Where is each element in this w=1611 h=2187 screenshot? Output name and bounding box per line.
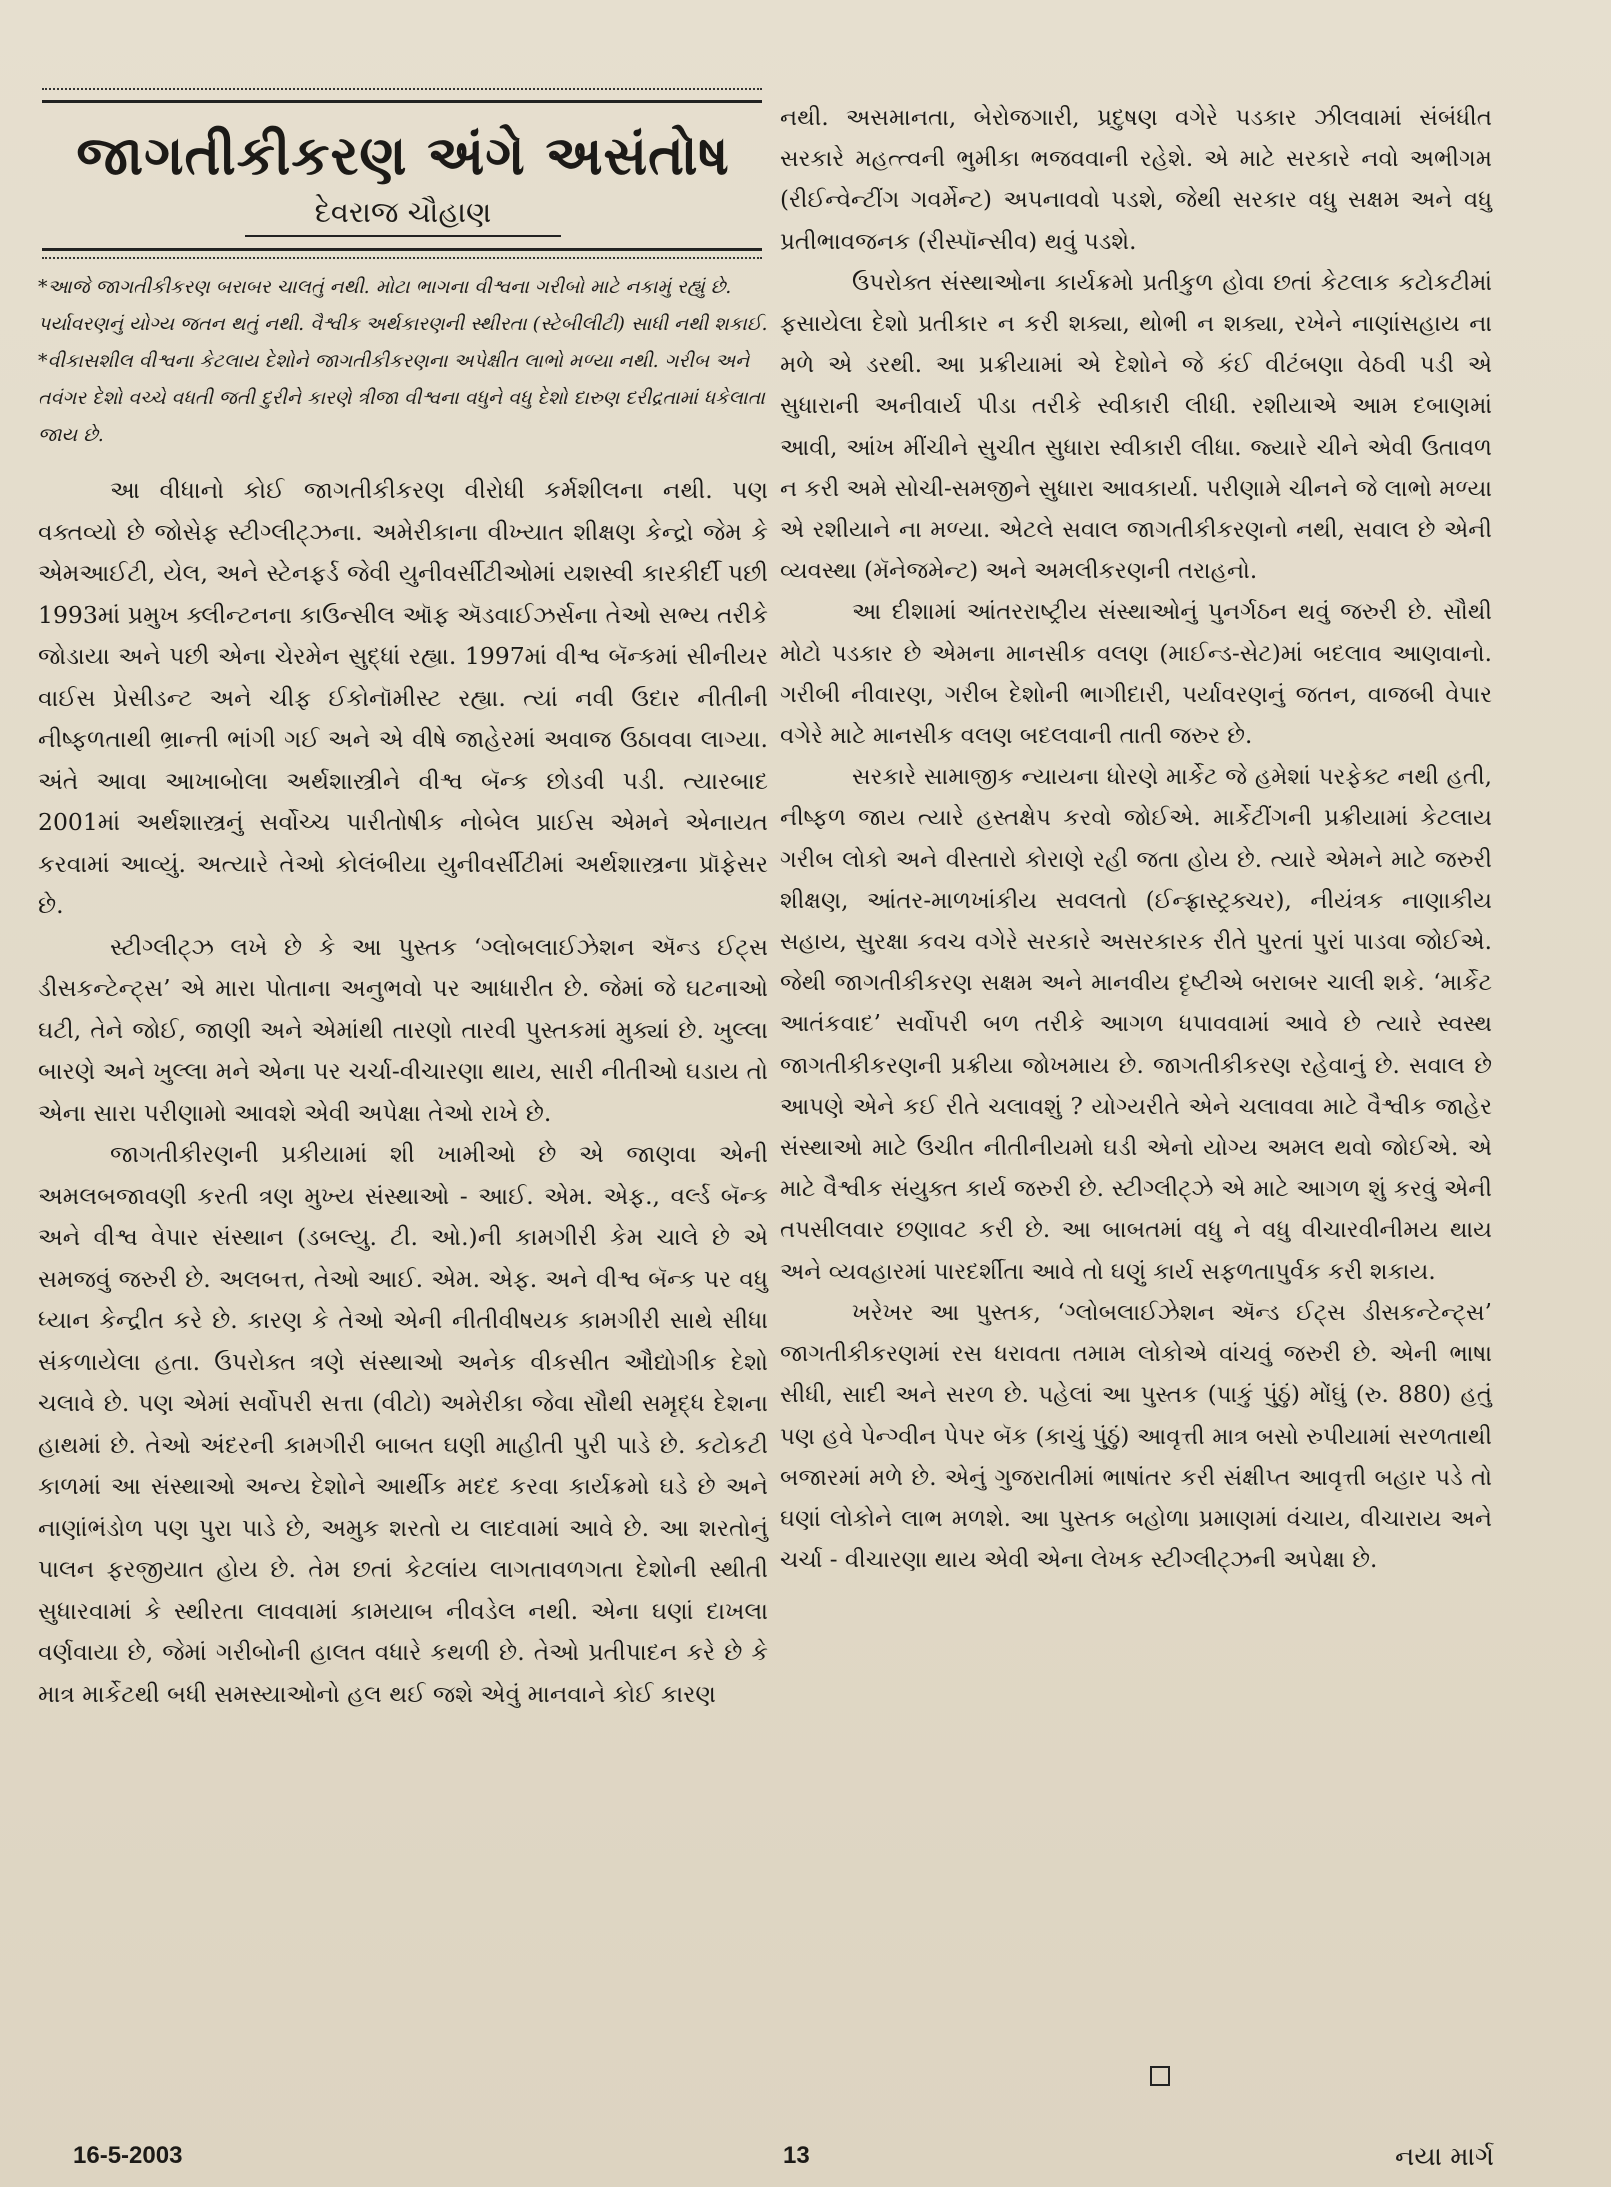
author-byline (38, 195, 768, 230)
title-bottom-rule (42, 248, 762, 259)
body-paragraph: ઉપરોક્ત સંસ્થાઓના કાર્યક્રમો પ્રતીકુળ હોવા છતાં કેટલાક કટોકટીમાં ફસાયેલા દેશો પ્રતીકાર ન કરી શક્યા, થોભી ન શક્યા, રખેને નાણાંસહાય ના મળે એ ડરથી. આ પ્રક્રીયામાં એ દેશોને જે કંઈ વીટંબણા વેઠવી પડી એ સુધારાની અનીવાર્ય પીડા તરીકે સ્વીકારી લીધી. રશીયાએ આમ દબાણમાં આવી, આંખ મીંચીને સુચીત સુધારા સ્વીકારી લીધા. જ્યારે ચીને એવી ઉતાવળ ન કરી અમે સોચી-સમજીને સુધારા આવકાર્યા. પરીણામે ચીનને જે લાભો મળ્યા એ રશીયાને ના મળ્યા. એટલે સવાલ જાગતીકીકરણનો નથી, સવાલ છે એની વ્યવસ્થા (મૅનેજમેન્ટ) અને અમલીકરણની તરાહનો. (780, 269, 1492, 585)
body-paragraph: સરકારે સામાજીક ન્યાયના ધોરણે માર્કેટ જે હમેશાં પરફેક્ટ નથી હતી, નીષ્ફળ જાય ત્યારે હસ્તક્ષેપ કરવો જોઈએ. માર્કેટીંગની પ્રક્રીયામાં કેટલાય ગરીબ લોકો અને વીસ્તારો કોરાણે રહી જતા હોય છે. ત્યારે એમને માટે જરુરી શીક્ષણ, આંતર-માળખાંકીય સવલતો (ઈન્ફ્રાસ્ટ્રક્ચર), નીયંત્રક નાણાકીય સહાય, સુરક્ષા કવચ વગેરે સરકારે અસરકારક રીતે પુરતાં પુરાં પાડવા જોઈએ. જેથી જાગતીકીકરણ સક્ષમ અને માનવીય દૃષ્ટીએ બરાબર ચાલી શકે. ‘માર્કેટ આતંકવાદ’ સર્વોપરી બળ તરીકે આગળ ધપાવવામાં આવે છે ત્યારે સ્વસ્થ જાગતીકીકરણની પ્રક્રીયા જોખમાય છે. જાગતીકીકરણ રહેવાનું છે. સવાલ છે આપણે એને કઈ રીતે ચલાવશું ? યોગ્યરીતે એને ચલાવવા માટે વૈશ્વીક જાહેર સંસ્થાઓ માટે ઉચીત નીતીનીયમો ઘડી એનો યોગ્ય અમલ થવો જોઈએ. એ માટે વૈશ્વીક સંયુક્ત કાર્ય જરુરી છે. સ્ટીગ્લીટ્ઝે એ માટે આગળ શું કરવું એની તપસીલવાર છણાવટ કરી છે. આ બાબતમાં વધુ ને વધુ વીચારવીનીમય થાય અને વ્યવહારમાં પારદર્શીતા આવે તો ઘણું કાર્ય સફળતાપુર્વક કરી શકાય. (780, 764, 1492, 1285)
body-paragraph: જાગતીકીરણની પ્રકીયામાં શી ખામીઓ છે એ જાણવા એની અમલબજાવણી કરતી ત્રણ મુખ્ય સંસ્થાઓ - આઈ. એમ. એફ., વર્લ્ડ બૅન્ક અને વીશ્વ વેપાર સંસ્થાન (ડબલ્યુ. ટી. ઓ.)ની કામગીરી કેમ ચાલે છે એ સમજવું જરુરી છે. અલબત્ત, તેઓ આઈ. એમ. એફ. અને વીશ્વ બૅન્ક પર વધુ ધ્યાન કેન્દ્રીત કરે છે. કારણ કે તેઓ એની નીતીવીષયક કામગીરી સાથે સીધા સંકળાયેલા હતા. ઉપરોક્ત ત્રણે સંસ્થાઓ અનેક વીકસીત ઔદ્યોગીક દેશો ચલાવે છે. પણ એમાં સર્વોપરી સત્તા (વીટો) અમેરીકા જેવા સૌથી સમૃદ્ધ દેશના હાથમાં છે. તેઓ અંદરની કામગીરી બાબત ઘણી માહીતી પુરી પાડે છે. કટોકટી કાળમાં આ સંસ્થાઓ અન્ય દેશોને આર્થીક મદદ કરવા કાર્યક્રમો ઘડે છે અને નાણાંભંડોળ પણ પુરા પાડે છે, અમુક શરતો ય લાદવામાં આવે છે. આ શરતોનું પાલન ફરજીયાત હોય છે. તેમ છતાં કેટલાંય લાગતાવળગતા દેશોની સ્થીતી સુધારવામાં કે સ્થીરતા લાવવામાં કામયાબ નીવડેલ નથી. એના ઘણાં દાખલા વર્ણવાયા છે, જેમાં ગરીબોની હાલત વધારે કથળી છે. તેઓ પ્રતીપાદન કરે છે કે માત્ર માર્કેટથી બધી સમસ્યાઓનો હલ થઈ જશે એવું માનવાને કોઈ કારણ (38, 1140, 768, 1708)
article-title: જાગતીકીકરણ અંગે અસંતોષ (76, 124, 730, 187)
body-paragraph: ખરેખર આ પુસ્તક, ‘ગ્લોબલાઈઝેશન ઍન્ડ ઈટ્સ ડીસકન્ટેન્ટ્સ’ જાગતીકીકરણમાં રસ ધરાવતા તમામ લોકોએ વાંચવું જરુરી છે. એની ભાષા સીધી, સાદી અને સરળ છે. પહેલાં આ પુસ્તક (પાકું પુંઠું) મોંઘું (રુ. 880) હતું પણ હવે પેન્ગ્વીન પેપર બૅક (કાચું પુંઠું) આવૃત્તી માત્ર બસો રુપીયામાં સરળતાથી બજારમાં મળે છે. એનું ગુજરાતીમાં ભાષાંતર કરી સંક્ષીપ્ત આવૃત્તી બહાર પડે તો ઘણાં લોકોને લાભ મળશે. આ પુસ્તક બહોળા પ્રમાણમાં વંચાય, વીચારાય અને ચર્ચા - વીચારણા થાય એવી એના લેખક સ્ટીગ્લીટ્ઝની અપેક્ષા છે. (780, 1299, 1492, 1574)
magazine-name: નયા માર્ગ (1395, 2142, 1495, 2172)
article-summary (38, 269, 768, 454)
body-paragraph: આ વીધાનો કોઈ જાગતીકીકરણ વીરોધી કર્મશીલના નથી. પણ વક્તવ્યો છે જોસેફ સ્ટીગ્લીટ્ઝના. અમેરીકાના વીખ્યાત શીક્ષણ કેન્દ્રો જેમ કે એમઆઈટી, યેલ, અને સ્ટેનફર્ડ જેવી યુનીવર્સીટીઓમાં યશસ્વી કારકીર્દી પછી 1993માં પ્રમુખ ક્લીન્ટનના કાઉન્સીલ ઑફ ઍડવાઈઝર્સના તેઓ સભ્ય તરીકે જોડાયા અને પછી એના ચેરમેન સુદ્ધાં રહ્યા. 1997માં વીશ્વ બૅન્કમાં સીનીયર વાઈસ પ્રેસીડન્ટ અને ચીફ ઈકોનૉમીસ્ટ રહ્યા. ત્યાં નવી ઉદાર નીતીની નીષ્ફળતાથી ભ્રાન્તી ભાંગી ગઈ અને એ વીષે જાહેરમાં અવાજ ઉઠાવવા લાગ્યા. અંતે આવા આખાબોલા અર્થશાસ્ત્રીને વીશ્વ બૅન્ક છોડવી પડી. ત્યારબાદ 2001માં અર્થશાસ્ત્રનું સર્વોચ્ચ પારીતોષીક નોબેલ પ્રાઈસ એમને એનાયત કરવામાં આવ્યું. અત્યારે તેઓ કોલંબીયા યુનીવર્સીટીમાં અર્થશાસ્ત્રના પ્રૉફેસર છે. (38, 476, 768, 920)
summary-point: *આજે જાગતીકીકરણ બરાબર ચાલતું નથી. મોટા ભાગના વીશ્વના ગરીબો માટે નકામું રહ્યું છે. પર્યાવરણનું યોગ્ય જતન થતું નથી. વૈશ્વીક અર્થકારણની સ્થીરતા (સ્ટેબીલીટી) સાધી નથી શકાઈ. (38, 276, 768, 336)
body-paragraph: નથી. અસમાનતા, બેરોજગારી, પ્રદુષણ વગેરે પડકાર ઝીલવામાં સંબંધીત સરકારે મહત્ત્વની ભુમીકા ભજવવાની રહેશે. એ માટે સરકારે નવો અભીગમ (રીઈન્વેન્ટીંગ ગવર્મેન્ટ) અપનાવવો પડશે, જેથી સરકાર વધુ સક્ષમ અને વધુ પ્રતીભાવજનક (રીસ્પૉન્સીવ) થવું પડશે. (780, 105, 1492, 255)
right-column (780, 98, 1492, 1581)
body-paragraph: સ્ટીગ્લીટ્ઝ લખે છે કે આ પુસ્તક ‘ગ્લોબલાઈઝેશન ઍન્ડ ઈટ્સ ડીસકન્ટેન્ટ્સ’ એ મારા પોતાના અનુભવો પર આધારીત છે. જેમાં જે ઘટનાઓ ઘટી, તેને જોઈ, જાણી અને એમાંથી તારણો તારવી પુસ્તકમાં મુક્યાં છે. ખુલ્લા બારણે અને ખુલ્લા મને એના પર ચર્ચા-વીચારણા થાય, સારી નીતીઓ ઘડાય તો એના સારા પરીણામો આવશે એવી અપેક્ષા તેઓ રાખે છે. (38, 932, 768, 1127)
issue-date: 16-5-2003 (73, 2142, 183, 2169)
page-number: 13 (783, 2142, 810, 2169)
summary-point: *વીકાસશીલ વીશ્વના કેટલાય દેશોને જાગતીકીકરણના અપેક્ષીત લાભો મળ્યા નથી. ગરીબ અને તવંગર દેશો વચ્ચે વધતી જતી દુરીને કારણે ત્રીજા વીશ્વના વધુને વધુ દેશો દારુણ દરીદ્રતામાં ધકેલાતા જાય છે. (38, 350, 765, 447)
body-paragraph: આ દીશામાં આંતરરાષ્ટ્રીય સંસ્થાઓનું પુનર્ગઠન થવું જરુરી છે. સૌથી મોટો પડકાર છે એમના માનસીક વલણ (માઈન્ડ-સેટ)માં બદલાવ આણવાનો. ગરીબી નીવારણ, ગરીબ દેશોની ભાગીદારી, પર્યાવરણનું જતન, વાજબી વેપાર વગેરે માટે માનસીક વલણ બદલવાની તાતી જરુર છે. (780, 599, 1492, 750)
left-column (38, 88, 768, 1715)
author-name: દેવરાજ ચૌહાણ (245, 195, 562, 237)
article-end-mark (1150, 2066, 1170, 2086)
title-top-rule (42, 88, 762, 103)
